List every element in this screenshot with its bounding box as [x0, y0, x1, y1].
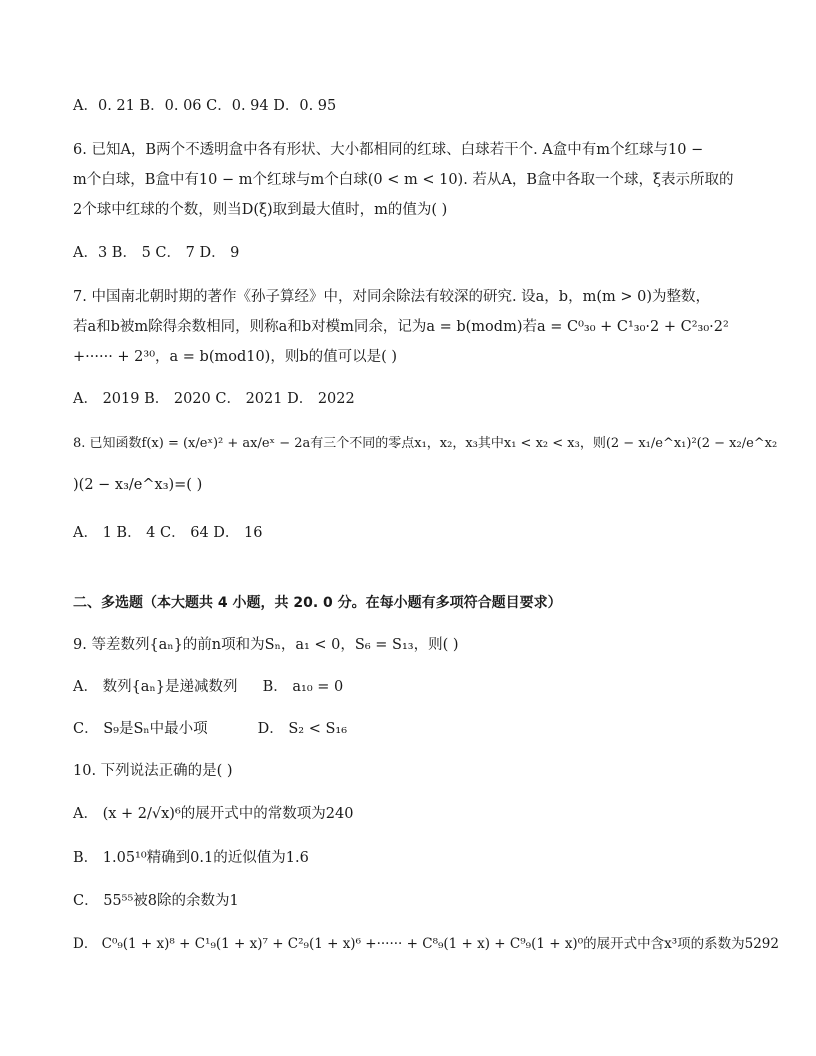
question-10-option-a: A． (x + 2/√x)⁶的展开式中的常数项为240 [73, 806, 354, 822]
question-9-stem: 9. 等差数列{aₙ}的前n项和为Sₙ，a₁ < 0，S₆ = S₁₃，则( ) [73, 637, 459, 653]
question-6-line-3: 2个球中红球的个数，则当D(ξ)取到最大值时，m的值为( ) [73, 202, 448, 218]
question-6-line-1: 6. 已知A，B两个不透明盒中各有形状、大小都相同的红球、白球若干个. A盒中有m个红球与10 − [73, 142, 704, 158]
question-7-line-3: +······ + 2³⁰，a = b(mod10)，则b的值可以是( ) [73, 349, 398, 365]
question-10-stem: 10. 下列说法正确的是( ) [73, 763, 233, 779]
question-10-option-d: D． C⁰₉(1 + x)⁸ + C¹₉(1 + x)⁷ + C²₉(1 + x)⁶ +······ + C⁸₉(1 + x) + C⁹₉(1 + x)⁰的展开式中含x³项的系数为5292 [73, 936, 779, 952]
question-8-line-2: )(2 − x₃/e^x₃)=( ) [73, 477, 203, 493]
question-10-option-b: B． 1.05¹⁰精确到0.1的近似值为1.6 [73, 850, 309, 866]
question-9-option-a: A． 数列{aₙ}是递减数列 [73, 679, 238, 695]
question-8-line-1: 8. 已知函数f(x) = (x/eˣ)² + ax/eˣ − 2a有三个不同的零点x₁，x₂，x₃其中x₁ < x₂ < x₃，则(2 − x₁/e^x₁)²(2 − x₂/e^x₂ [73, 436, 778, 451]
question-6-line-2: m个白球，B盒中有10 − m个红球与m个白球(0 < m < 10). 若从A，B盒中各取一个球，ξ表示所取的 [73, 172, 734, 188]
section-2-heading: 二、多选题（本大题共 4 小题，共 20. 0 分。在每小题有多项符合题目要求） [73, 595, 562, 611]
question-10-option-c: C． 55⁵⁵被8除的余数为1 [73, 893, 239, 909]
question-8-options: A． 1 B． 4 C． 64 D． 16 [73, 525, 263, 541]
question-9-option-d: D． S₂ < S₁₆ [257, 721, 348, 737]
question-7-options: A． 2019 B． 2020 C． 2021 D． 2022 [73, 391, 355, 407]
question-9-options-row-2 [73, 719, 347, 739]
question-6-options: A．3 B． 5 C． 7 D． 9 [73, 245, 240, 261]
question-9-option-b: B． a₁₀ = 0 [262, 679, 344, 695]
question-9-options-row-1 [73, 677, 343, 697]
question-9-option-c: C． S₉是Sₙ中最小项 [73, 721, 208, 737]
question-5-options: A．0. 21 B．0. 06 C．0. 94 D．0. 95 [73, 98, 337, 114]
question-7-line-2: 若a和b被m除得余数相同，则称a和b对模m同余，记为a = b(modm)若a = C⁰₃₀ + C¹₃₀·2 + C²₃₀·2² [73, 319, 729, 335]
question-7-line-1: 7. 中国南北朝时期的著作《孙子算经》中，对同余除法有较深的研究. 设a，b，m(m > 0)为整数， [73, 289, 710, 305]
